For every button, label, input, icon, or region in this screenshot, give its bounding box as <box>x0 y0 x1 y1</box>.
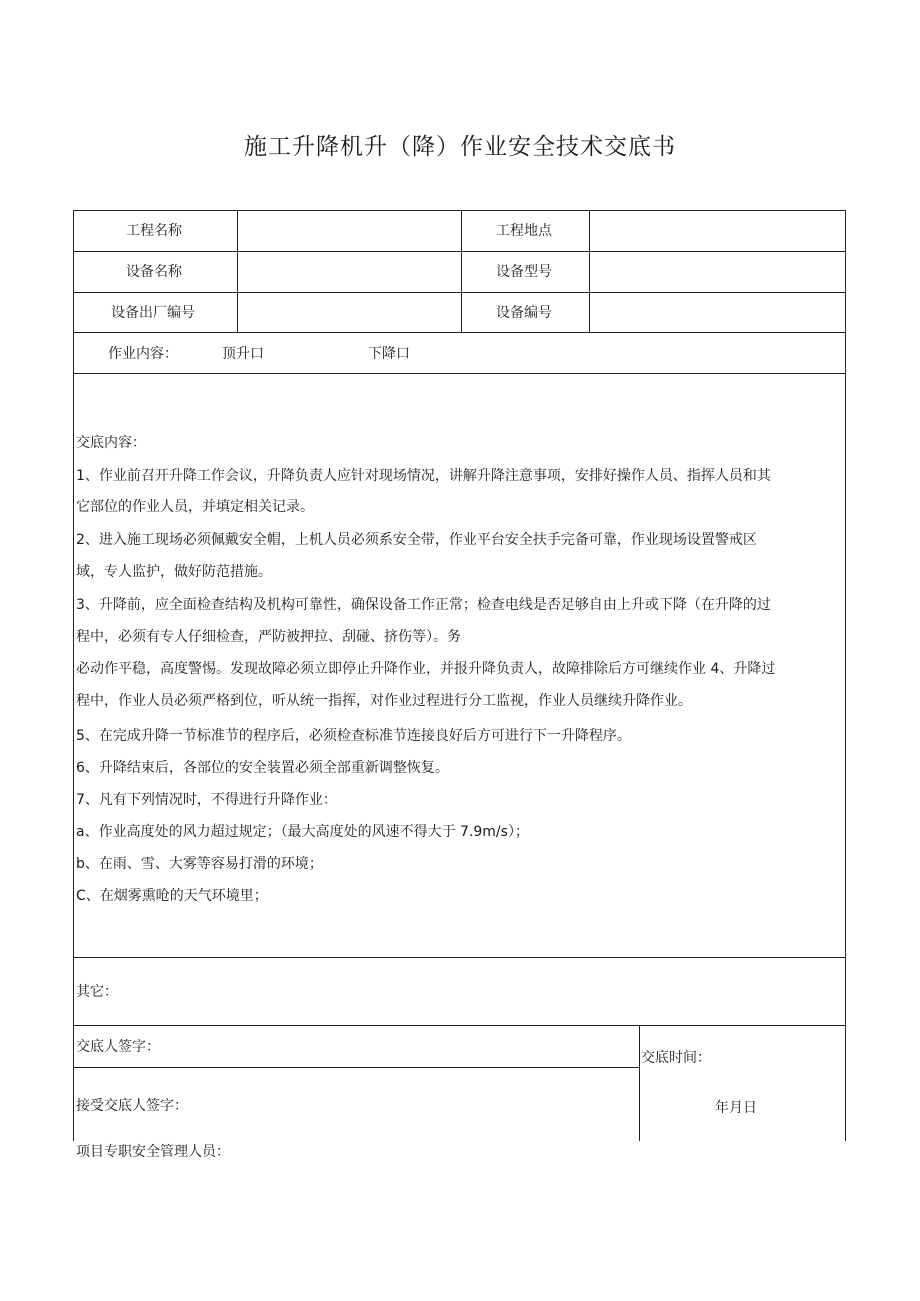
briefer-signature-label: 交底人签字： <box>76 1039 160 1055</box>
option-raise[interactable]: 顶升口 <box>222 346 264 362</box>
table-divider <box>73 292 846 293</box>
briefing-line: 6、升降结束后，各部位的安全装置必须全部重新调整恢复。 <box>76 760 449 776</box>
factory-number-label: 设备出厂编号 <box>111 305 195 321</box>
factory-number-field[interactable] <box>239 294 459 331</box>
other-label: 其它： <box>76 984 118 1000</box>
project-name-field[interactable] <box>239 212 459 250</box>
project-name-label: 工程名称 <box>126 223 182 239</box>
briefing-line: 2、进入施工现场必须佩戴安全帽，上机人员必须系安全带，作业平台安全扶手完备可靠，作业现场设置警戒区 <box>76 532 757 548</box>
table-divider <box>73 332 846 333</box>
table-divider <box>639 1025 640 1141</box>
date-label: 年月日 <box>715 1100 757 1116</box>
briefing-time-label: 交底时间： <box>641 1050 711 1066</box>
equipment-number-field[interactable] <box>591 294 843 331</box>
equipment-name-field[interactable] <box>239 253 459 291</box>
project-location-label: 工程地点 <box>496 223 552 239</box>
receiver-signature-label: 接受交底人签字： <box>76 1098 188 1114</box>
briefing-line: 程中，作业人员必须严格到位，听从统一指挥，对作业过程进行分工监视，作业人员继续升降作业。 <box>76 693 692 709</box>
table-divider <box>73 373 846 374</box>
briefing-line: 5、在完成升降一节标准节的程序后，必须检查标准节连接良好后方可进行下一升降程序。 <box>76 728 631 744</box>
briefing-line: 它部位的作业人员，并填定相关记录。 <box>76 499 314 515</box>
table-divider <box>73 1025 846 1026</box>
table-divider <box>73 957 846 958</box>
briefing-line: 域，专人监护，做好防范措施。 <box>76 564 272 580</box>
equipment-number-label: 设备编号 <box>496 305 552 321</box>
table-border-top <box>73 210 846 211</box>
briefing-line: 3、升降前，应全面检查结构及机构可靠性，确保设备工作正常；检查电线是否足够自由上升或下降（在升降的过 <box>76 597 771 613</box>
table-divider <box>237 210 238 332</box>
table-divider <box>461 210 462 332</box>
briefing-line: 程中，必须有专人仔细检查，严防被押拉、刮碰、挤伤等）。务 <box>76 629 461 645</box>
table-divider <box>589 210 590 332</box>
table-divider <box>73 1067 639 1068</box>
briefing-line: b、在雨、雪、大雾等容易打滑的环境； <box>76 856 323 872</box>
option-lower[interactable]: 下降口 <box>368 346 410 362</box>
equipment-model-label: 设备型号 <box>496 264 552 280</box>
briefing-heading: 交底内容： <box>76 435 146 451</box>
briefing-line: a、作业高度处的风力超过规定；（最大高度处的风速不得大于 7.9m/s）； <box>76 824 529 840</box>
equipment-name-label: 设备名称 <box>126 264 182 280</box>
briefing-line: 7、凡有下列情况时，不得进行升降作业： <box>76 792 337 808</box>
safety-manager-label: 项目专职安全管理人员： <box>76 1144 230 1160</box>
briefing-line: 必动作平稳，高度警惕。发现故障必须立即停止升降作业，并报升降负责人，故障排除后方可继续作业 4、升降过 <box>76 661 776 677</box>
briefing-line: C、在烟雾熏呛的天气环境里； <box>76 888 268 904</box>
table-border-right <box>845 210 846 1141</box>
table-divider <box>73 251 846 252</box>
work-content-label: 作业内容： <box>108 346 178 362</box>
table-border-left <box>73 210 74 1141</box>
page-title: 施工升降机升（降）作业安全技术交底书 <box>244 134 676 160</box>
project-location-field[interactable] <box>591 212 843 250</box>
briefing-line: 1、作业前召开升降工作会议，升降负责人应针对现场情况，讲解升降注意事项，安排好操作人员、指挥人员和其 <box>76 468 771 484</box>
equipment-model-field[interactable] <box>591 253 843 291</box>
